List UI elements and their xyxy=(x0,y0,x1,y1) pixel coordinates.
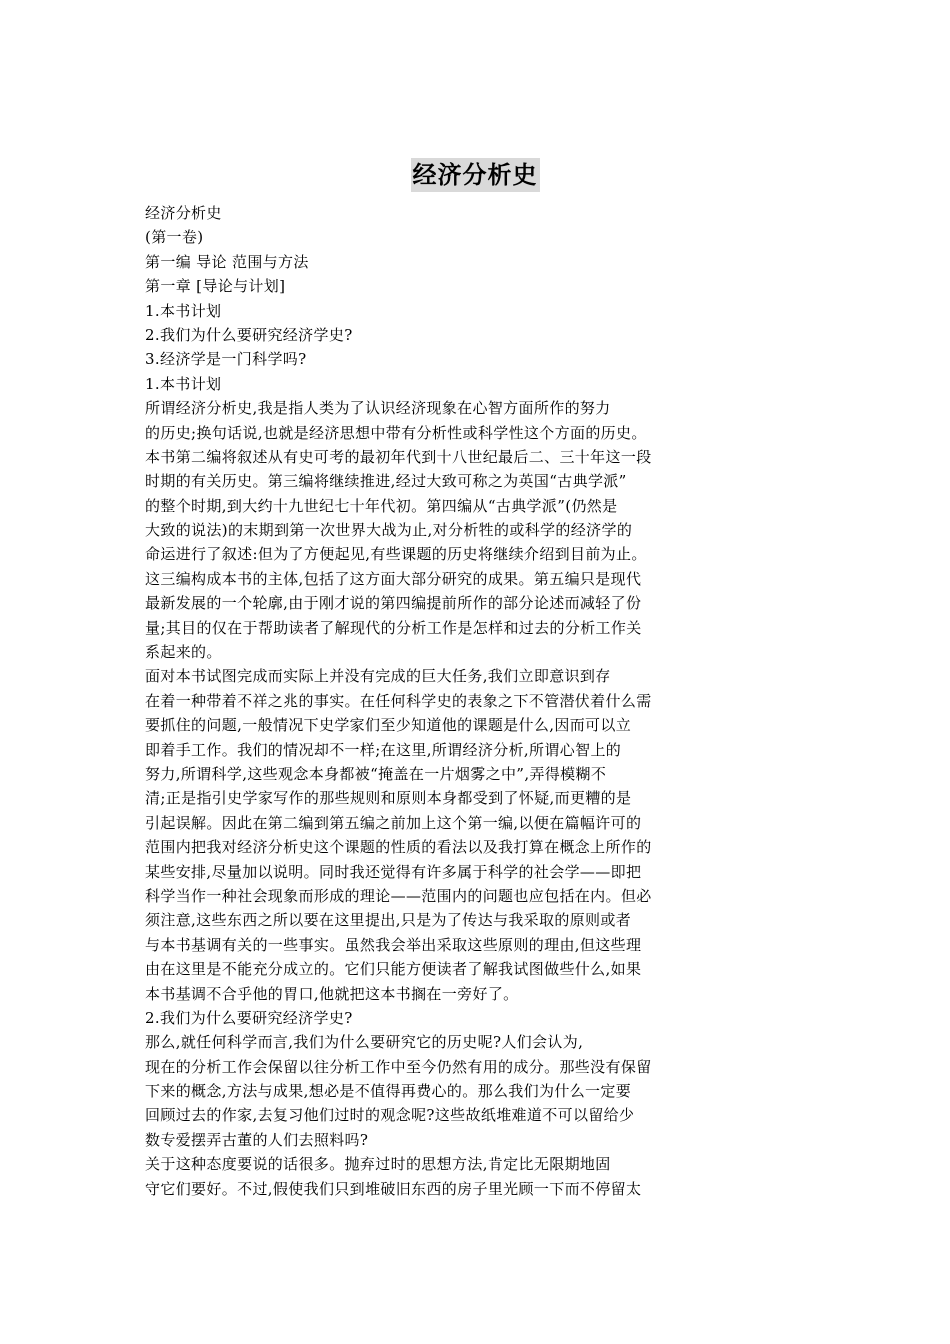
text-line: 命运进行了叙述:但为了方便起见,有些课题的历史将继续介绍到目前为止。 xyxy=(145,545,647,564)
text-line: 引起误解。因此在第二编到第五编之前加上这个第一编,以便在篇幅许可的 xyxy=(145,813,642,832)
document-title: 经济分析史 xyxy=(411,158,540,192)
text-line: 3.经济学是一门科学吗? xyxy=(145,350,307,369)
text-line: 由在这里是不能充分成立的。它们只能方便读者了解我试图做些什么,如果 xyxy=(145,960,642,979)
text-line: 关于这种态度要说的话很多。抛弃过时的思想方法,肯定比无限期地固 xyxy=(145,1155,611,1174)
document-body xyxy=(145,201,725,1201)
text-line: 大致的说法)的末期到第一次世界大战为止,对分析牲的或科学的经济学的 xyxy=(145,521,633,540)
text-line: 系起来的。 xyxy=(145,643,222,662)
text-line: 数专爱摆弄古董的人们去照料吗? xyxy=(145,1130,369,1149)
text-line: 第一章 [导论与计划] xyxy=(145,277,286,296)
text-line: 经济分析史 xyxy=(145,204,222,222)
text-line: 现在的分析工作会保留以往分析工作中至今仍然有用的成分。那些没有保留 xyxy=(145,1057,652,1076)
text-line: 本书第二编将叙述从有史可考的最初年代到十八世纪最后二、三十年这一段 xyxy=(145,447,652,466)
text-line: 面对本书试图完成而实际上并没有完成的巨大任务,我们立即意识到存 xyxy=(145,667,611,686)
text-line: 须注意,这些东西之所以要在这里提出,只是为了传达与我采取的原则或者 xyxy=(145,911,632,930)
title-container xyxy=(0,158,950,192)
text-line: 与本书基调有关的一些事实。虽然我会举出采取这些原则的理由,但这些理 xyxy=(145,935,642,954)
text-line: 2.我们为什么要研究经济学史? xyxy=(145,1008,353,1027)
text-line: 量;其目的仅在于帮助读者了解现代的分析工作是怎样和过去的分析工作关 xyxy=(145,618,642,637)
text-line: 科学当作一种社会现象而形成的理论——范围内的问题也应包括在内。但必 xyxy=(145,886,652,905)
text-line: 某些安排,尽量加以说明。同时我还觉得有许多属于科学的社会学——即把 xyxy=(145,862,642,881)
text-line: 努力,所谓科学,这些观念本身都被“掩盖在一片烟雾之中”,弄得模糊不 xyxy=(145,764,607,783)
text-line: 的整个时期,到大约十九世纪七十年代初。第四编从“古典学派”(仍然是 xyxy=(145,496,618,515)
text-line: 的历史;换句话说,也就是经济思想中带有分析性或科学性这个方面的历史。 xyxy=(145,423,647,442)
text-line: 最新发展的一个轮廓,由于刚才说的第四编提前所作的部分论述而减轻了份 xyxy=(145,594,642,613)
text-line: 所谓经济分析史,我是指人类为了认识经济现象在心智方面所作的努力 xyxy=(145,399,611,418)
text-line: 在着一种带着不祥之兆的事实。在任何科学史的表象之下不管潜伏着什么需 xyxy=(145,691,652,710)
text-line: 那么,就任何科学而言,我们为什么要研究它的历史呢?人们会认为, xyxy=(145,1033,584,1052)
text-line: 下来的概念,方法与成果,想必是不值得再费心的。那么我们为什么一定要 xyxy=(145,1082,632,1101)
text-line: 即着手工作。我们的情况却不一样;在这里,所谓经济分析,所谓心智上的 xyxy=(145,740,622,759)
text-line: 2.我们为什么要研究经济学史? xyxy=(145,325,353,344)
text-line: 1.本书计划 xyxy=(145,301,222,320)
text-line: 这三编构成本书的主体,包括了这方面大部分研究的成果。第五编只是现代 xyxy=(145,569,642,588)
text-line: 清;正是指引史学家写作的那些规则和原则本身都受到了怀疑,而更糟的是 xyxy=(145,789,632,808)
text-line: 本书基调不合乎他的胃口,他就把这本书搁在一旁好了。 xyxy=(145,984,519,1003)
text-line: 第一编 导论 范围与方法 xyxy=(145,252,309,271)
text-line: 回顾过去的作家,去复习他们过时的观念呢?这些故纸堆难道不可以留给少 xyxy=(145,1106,635,1125)
text-line: 守它们要好。不过,假使我们只到堆破旧东西的房子里光顾一下而不停留太 xyxy=(145,1179,642,1198)
text-line: 时期的有关历史。第三编将继续推进,经过大致可称之为英国“古典学派” xyxy=(145,472,627,491)
text-line: 1.本书计划 xyxy=(145,374,222,393)
text-line: 范围内把我对经济分析史这个课题的性质的看法以及我打算在概念上所作的 xyxy=(145,838,652,857)
text-line: 要抓住的问题,一般情况下史学家们至少知道他的课题是什么,因而可以立 xyxy=(145,716,632,735)
text-line: (第一卷) xyxy=(145,228,204,247)
